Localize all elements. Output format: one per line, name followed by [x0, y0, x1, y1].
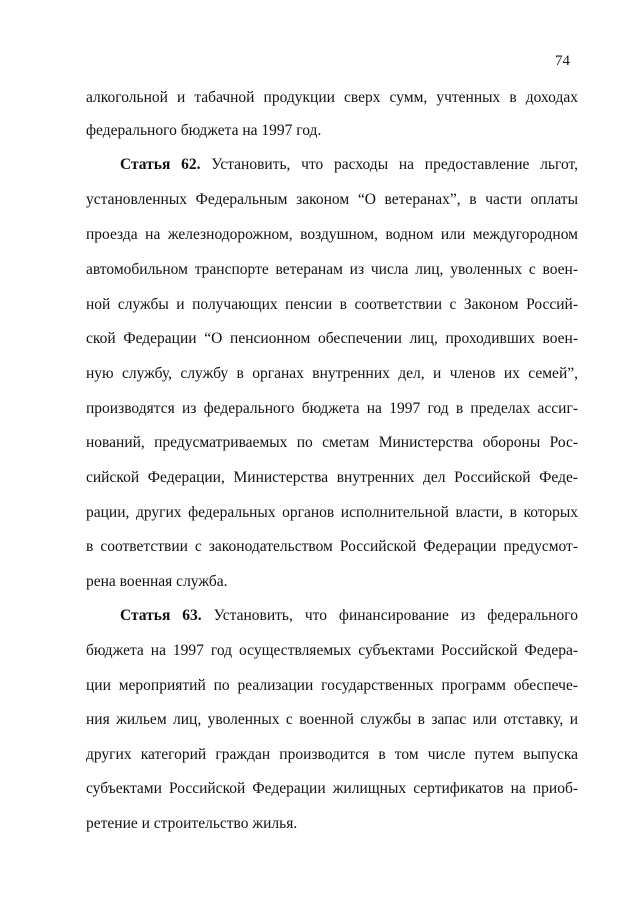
article-62-line: установленных Федеральным законом “О ветеранах”, в части оплаты [86, 191, 578, 208]
article-62-heading: Статья 62. [120, 156, 201, 173]
article-63-line: ции мероприятий по реализации государственных программ обеспече- [86, 677, 578, 694]
article-63-line: ния жильем лиц, уволенных с военной службы в запас или отставку, и [86, 711, 578, 728]
article-62-line: нований, предусматриваемых по сметам Министерства обороны Рос- [86, 434, 578, 451]
article-62-line: проезда на железнодорожном, воздушном, водном или междугородном [86, 226, 578, 243]
article-63-first-line [120, 606, 578, 626]
page-number: 74 [555, 53, 570, 69]
article-63-line: других категорий граждан производится в том числе путем выпуска [86, 746, 578, 763]
article-62-line: производятся из федерального бюджета на 1997 год в пределах ассиг- [86, 400, 578, 417]
article-62-line: автомобильном транспорте ветеранам из числа лиц, уволенных с воен- [86, 261, 578, 278]
article-62-text: Установить, что расходы на предоставление льгот, [211, 156, 578, 173]
article-62-line: рена военная служба. [86, 573, 228, 590]
article-62-line: ную службу, службу в органах внутренних дел, и членов их семей”, [86, 365, 578, 382]
intro-line: федерального бюджета на 1997 год. [86, 122, 322, 139]
article-63-line: субъектами Российской Федерации жилищных сертификатов на приоб- [86, 780, 578, 797]
article-63-heading: Статья 63. [120, 607, 202, 624]
article-62-line: ной службы и получающих пенсии в соответствии с Законом Россий- [86, 296, 578, 313]
article-62-line: ской Федерации “О пенсионном обеспечении лиц, проходивших воен- [86, 330, 578, 347]
article-62-line: в соответствии с законодательством Российской Федерации предусмот- [86, 538, 578, 555]
article-62-line: сийской Федерации, Министерства внутренних дел Российской Феде- [86, 469, 578, 486]
article-63-line: бюджета на 1997 год осуществляемых субъектами Российской Федера- [86, 642, 578, 659]
article-62-first-line [120, 155, 578, 175]
intro-line: алкогольной и табачной продукции сверх сумм, учтенных в доходах [86, 89, 578, 106]
article-63-text: Установить, что финансирование из федерального [213, 607, 578, 624]
article-62-line: рации, других федеральных органов исполнительной власти, в которых [86, 504, 578, 521]
article-63-line: ретение и строительство жилья. [86, 815, 298, 832]
